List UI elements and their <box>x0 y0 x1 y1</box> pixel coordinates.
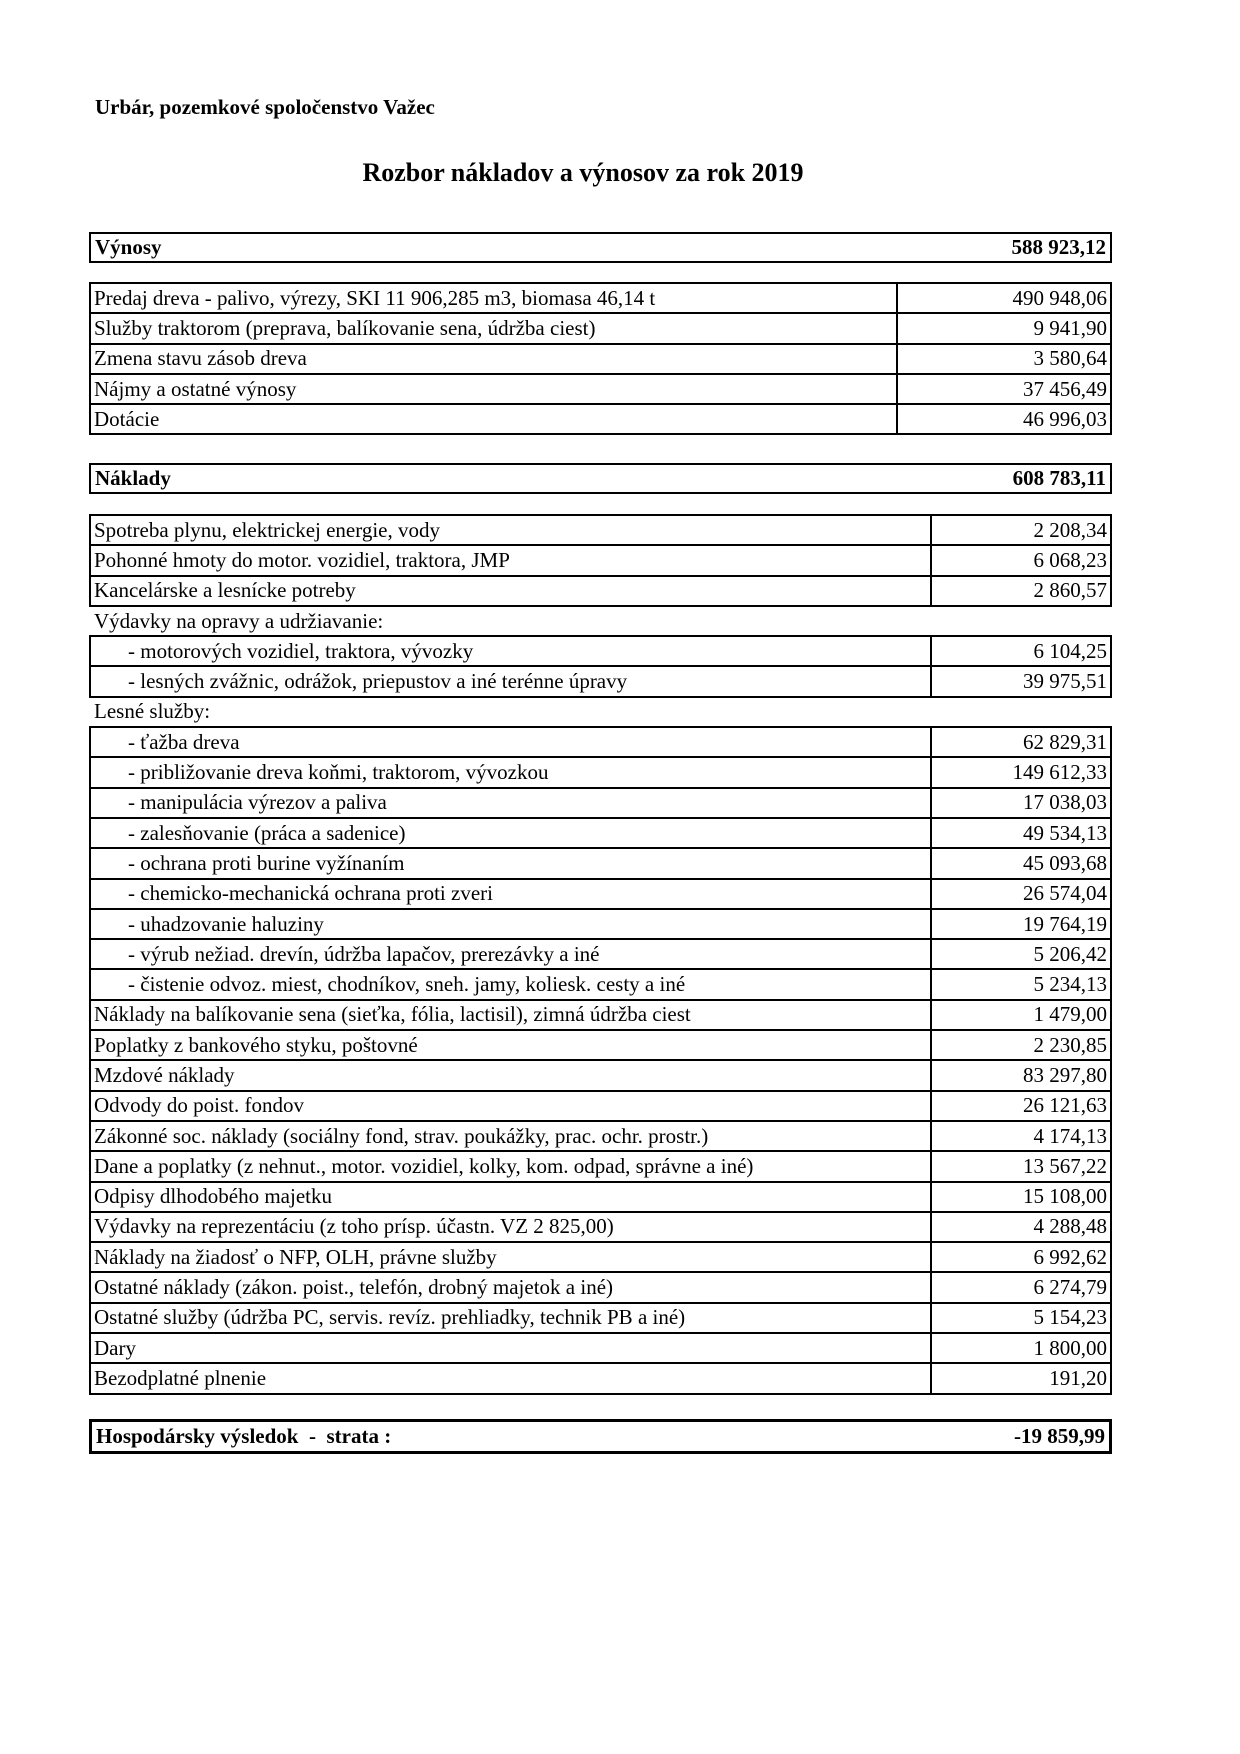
row-description: Zmena stavu zásob dreva <box>90 344 897 374</box>
row-amount: 1 800,00 <box>931 1333 1111 1363</box>
table-row <box>90 1060 1111 1090</box>
row-description: - približovanie dreva koňmi, traktorom, vývozkou <box>90 757 931 787</box>
row-description: Odpisy dlhodobého majetku <box>90 1182 931 1212</box>
row-amount: 6 104,25 <box>931 636 1111 666</box>
table-row <box>90 1272 1111 1302</box>
row-description: - čistenie odvoz. miest, chodníkov, sneh. jamy, koliesk. cesty a iné <box>90 969 931 999</box>
row-amount: 13 567,22 <box>931 1151 1111 1181</box>
row-description: Dary <box>90 1333 931 1363</box>
row-amount: 191,20 <box>931 1363 1111 1393</box>
row-description: - chemicko-mechanická ochrana proti zveri <box>90 879 931 909</box>
row-amount: 2 230,85 <box>931 1030 1111 1060</box>
row-description: Dane a poplatky (z nehnut., motor. vozidiel, kolky, kom. odpad, správne a iné) <box>90 1151 931 1181</box>
row-amount: 26 121,63 <box>931 1091 1111 1121</box>
row-description: Náklady na žiadosť o NFP, OLH, právne služby <box>90 1242 931 1272</box>
table-row <box>90 1030 1111 1060</box>
table-row <box>90 344 1111 374</box>
row-description: Náklady na balíkovanie sena (sieťka, fólia, lactisil), zimná údržba ciest <box>90 1000 931 1030</box>
table-row <box>90 1121 1111 1151</box>
row-amount: 62 829,31 <box>931 727 1111 757</box>
table-row <box>90 848 1111 878</box>
row-description: Ostatné náklady (zákon. poist., telefón, drobný majetok a iné) <box>90 1272 931 1302</box>
row-amount: 2 208,34 <box>931 515 1111 545</box>
group-label: Lesné služby: <box>94 699 211 724</box>
row-amount: 83 297,80 <box>931 1060 1111 1090</box>
costs-total: 608 783,11 <box>1012 466 1106 490</box>
table-row <box>90 1212 1111 1242</box>
row-amount: 2 860,57 <box>931 576 1111 606</box>
table-row <box>90 939 1111 969</box>
table-row <box>90 1151 1111 1181</box>
table-row <box>90 879 1111 909</box>
table-row <box>90 1091 1111 1121</box>
row-amount: 1 479,00 <box>931 1000 1111 1030</box>
table-row <box>90 1242 1111 1272</box>
row-amount: 15 108,00 <box>931 1182 1111 1212</box>
row-description: Zákonné soc. náklady (sociálny fond, strav. poukážky, prac. ochr. prostr.) <box>90 1121 931 1151</box>
revenues-total: 588 923,12 <box>1011 235 1106 259</box>
row-description: Kancelárske a lesnícke potreby <box>90 576 931 606</box>
row-description: - motorových vozidiel, traktora, vývozky <box>90 636 931 666</box>
row-description: - lesných zvážnic, odrážok, priepustov a iné terénne úpravy <box>90 666 931 696</box>
table-row <box>90 727 1111 757</box>
row-amount: 45 093,68 <box>931 848 1111 878</box>
table-row <box>90 788 1111 818</box>
table-row <box>90 909 1111 939</box>
table-row <box>90 818 1111 848</box>
row-amount: 17 038,03 <box>931 788 1111 818</box>
row-amount: 5 206,42 <box>931 939 1111 969</box>
row-description: Spotreba plynu, elektrickej energie, vody <box>90 515 931 545</box>
row-amount: 37 456,49 <box>897 374 1111 404</box>
table-row <box>90 1363 1111 1393</box>
row-amount: 19 764,19 <box>931 909 1111 939</box>
row-description: Predaj dreva - palivo, výrezy, SKI 11 906,285 m3, biomasa 46,14 t <box>90 283 897 313</box>
group-amount <box>931 697 1111 727</box>
group-amount <box>931 606 1111 636</box>
row-amount: 4 174,13 <box>931 1121 1111 1151</box>
row-amount: 6 274,79 <box>931 1272 1111 1302</box>
table-row <box>90 404 1111 434</box>
table-row <box>90 757 1111 787</box>
table-row <box>90 1000 1111 1030</box>
row-description: Dotácie <box>90 404 897 434</box>
row-description: - zalesňovanie (práca a sadenice) <box>90 818 931 848</box>
page-title-text: Rozbor nákladov a výnosov za rok 2019 <box>362 158 804 187</box>
row-description: Ostatné služby (údržba PC, servis. revíz. prehliadky, technik PB a iné) <box>90 1303 931 1333</box>
row-description: Mzdové náklady <box>90 1060 931 1090</box>
organization-name: Urbár, pozemkové spoločenstvo Važec <box>95 95 435 119</box>
row-amount: 6 068,23 <box>931 545 1111 575</box>
table-row <box>90 1182 1111 1212</box>
row-description: - uhadzovanie haluziny <box>90 909 931 939</box>
costs-summary <box>89 463 1112 494</box>
row-amount: 46 996,03 <box>897 404 1111 434</box>
row-description: - ochrana proti burine vyžínaním <box>90 848 931 878</box>
table-row <box>90 666 1111 696</box>
row-description: Služby traktorom (preprava, balíkovanie sena, údržba ciest) <box>90 313 897 343</box>
row-amount: 3 580,64 <box>897 344 1111 374</box>
row-description: Výdavky na reprezentáciu (z toho prísp. účastn. VZ 2 825,00) <box>90 1212 931 1242</box>
row-amount: 26 574,04 <box>931 879 1111 909</box>
revenues-summary <box>89 232 1112 263</box>
table-row <box>90 969 1111 999</box>
result-value: -19 859,99 <box>1014 1424 1105 1448</box>
revenues-label: Výnosy <box>95 235 162 259</box>
table-row <box>90 1303 1111 1333</box>
table-row <box>90 374 1111 404</box>
row-description: Odvody do poist. fondov <box>90 1091 931 1121</box>
row-amount: 149 612,33 <box>931 757 1111 787</box>
row-description: - ťažba dreva <box>90 727 931 757</box>
row-description: Nájmy a ostatné výnosy <box>90 374 897 404</box>
table-row <box>90 313 1111 343</box>
row-amount: 5 234,13 <box>931 969 1111 999</box>
row-description: - manipulácia výrezov a paliva <box>90 788 931 818</box>
row-amount: 6 992,62 <box>931 1242 1111 1272</box>
costs-label: Náklady <box>95 466 171 490</box>
group-label: Výdavky na opravy a udržiavanie: <box>94 608 384 633</box>
row-amount: 9 941,90 <box>897 313 1111 343</box>
table-row <box>90 636 1111 666</box>
table-row <box>90 1333 1111 1363</box>
row-description: Poplatky z bankového styku, poštovné <box>90 1030 931 1060</box>
row-amount: 4 288,48 <box>931 1212 1111 1242</box>
table-row <box>90 576 1111 606</box>
page-title <box>0 158 1240 188</box>
row-amount: 49 534,13 <box>931 818 1111 848</box>
result-summary <box>89 1419 1112 1454</box>
group-label-row <box>90 697 1111 727</box>
table-row <box>90 283 1111 313</box>
revenues-table <box>89 282 1112 435</box>
row-description: Bezodplatné plnenie <box>90 1363 931 1393</box>
row-amount: 490 948,06 <box>897 283 1111 313</box>
row-amount: 39 975,51 <box>931 666 1111 696</box>
row-amount: 5 154,23 <box>931 1303 1111 1333</box>
costs-table <box>89 514 1112 1395</box>
row-description: Pohonné hmoty do motor. vozidiel, traktora, JMP <box>90 545 931 575</box>
group-label-row <box>90 606 1111 636</box>
result-label: Hospodársky výsledok - strata : <box>96 1424 392 1448</box>
table-row <box>90 545 1111 575</box>
row-description: - výrub nežiad. drevín, údržba lapačov, prerezávky a iné <box>90 939 931 969</box>
table-row <box>90 515 1111 545</box>
